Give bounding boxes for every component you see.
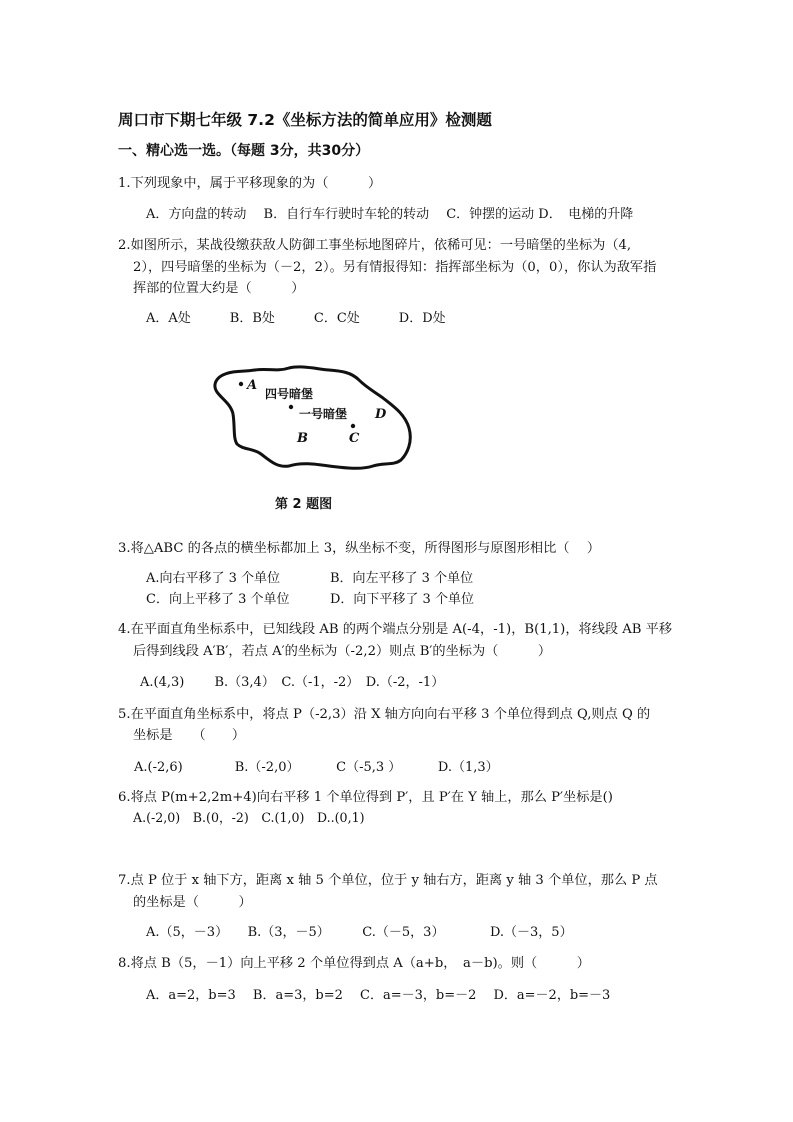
page-title: 周口市下期七年级 7.2《坐标方法的简单应用》检测题 — [118, 111, 492, 129]
question-2-line-1: 2.如图所示，某战役缴获敌人防御工事坐标地图碎片，依稀可见：一号暗堡的坐标为（4, — [118, 238, 632, 253]
question-5-options: A.(-2,6) B.（-2,0） C（-5,3 ） D.（1,3） — [134, 760, 499, 775]
label-bunker-four: 四号暗堡 — [265, 387, 314, 401]
question-1-options: A．方向盘的转动 B．自行车行驶时车轮的转动 C．钟摆的运动 D． 电梯的升降 — [146, 207, 634, 222]
label-a: A — [247, 378, 258, 393]
point-c-dot — [351, 424, 355, 428]
question-7-options: A.（5，－3） B.（3，－5） C.（－5，3） D.（－3，5） — [146, 925, 573, 940]
map-fragment-figure — [205, 362, 425, 522]
question-2-line-3: 挥部的位置大约是（ ） — [133, 281, 305, 296]
question-3-option-b: B．向左平移了 3 个单位 — [330, 571, 474, 586]
label-b: B — [297, 431, 308, 446]
question-8-stem: 8.将点 B（5，－1）向上平移 2 个单位得到点 A（a+b， a－b)。则（ ） — [118, 956, 590, 971]
question-3-stem: 3.将△ABC 的各点的横坐标都加上 3，纵坐标不变，所得图形与原图形相比（ ） — [118, 541, 601, 556]
question-5-line-1: 5.在平面直角坐标系中，将点 P（-2,3）沿 X 轴方向向右平移 3 个单位得到点 Q,则点 Q 的 — [118, 707, 651, 722]
question-3-option-d: D．向下平移了 3 个单位 — [330, 592, 474, 607]
question-7-line-1: 7.点 P 位于 x 轴下方，距离 x 轴 5 个单位，位于 y 轴右方，距离 y 轴 3 个单位，那么 P 点 — [118, 873, 658, 888]
point-a-dot — [239, 382, 243, 386]
question-2-line-2: 2），四号暗堡的坐标为（－2，2）。另有情报得知：指挥部坐标为（0，0），你认为敌军指 — [133, 260, 657, 275]
section-heading: 一、精心选一选。（每题 3分，共30分） — [118, 143, 370, 159]
label-d: D — [375, 407, 387, 422]
question-5-line-2: 坐标是 （ ） — [133, 728, 246, 743]
label-bunker-one: 一号暗堡 — [299, 407, 348, 421]
label-c: C — [349, 431, 360, 446]
question-4-options: A.(4,3) B.（3,4） C.（-1，-2） D.（-2，-1） — [140, 675, 445, 690]
question-6-options: A.(-2,0) B.(0，-2) C.(1,0) D..(0,1) — [133, 810, 365, 825]
question-4-line-2: 后得到线段 A′B′，若点 A′的坐标为（-2,2）则点 B′的坐标为（ ） — [133, 644, 552, 659]
question-3-option-a: A.向右平移了 3 个单位 — [146, 571, 281, 586]
question-1-stem: 1.下列现象中，属于平移现象的为（ ） — [118, 176, 382, 191]
question-4-line-1: 4.在平面直角坐标系中，已知线段 AB 的两个端点分别是 A(-4，-1)，B(1,1)，将线段 AB 平移 — [118, 622, 673, 637]
figure-caption: 第 2 题图 — [275, 497, 333, 512]
question-6-stem: 6.将点 P(m+2,2m+4)向右平移 1 个单位得到 P′，且 P′在 Y 轴上，那么 P′坐标是() — [118, 790, 613, 805]
question-2-options: A．A处 B．B处 C．C处 D．D处 — [146, 311, 446, 326]
question-7-line-2: 的坐标是（ ） — [133, 895, 252, 910]
question-3-option-c: C．向上平移了 3 个单位 — [146, 592, 290, 607]
question-8-options: A．a=2，b=3 B．a=3，b=2 C．a=－3，b=－2 D．a=－2，b=－3 — [146, 988, 611, 1003]
bunker-four-dot — [289, 405, 293, 409]
